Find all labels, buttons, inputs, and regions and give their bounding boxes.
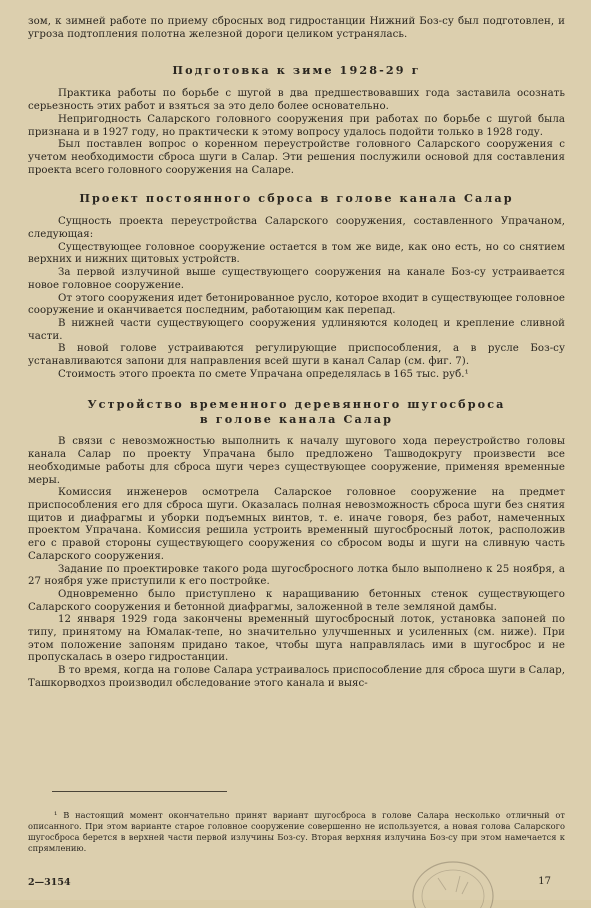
section-heading-temporary-sluice bbox=[28, 397, 565, 427]
paragraph: Комиссия инженеров осмотрела Саларское головное сооружение на предмет приспособления его для сброса шуги. Оказалась полная невозможность сброса шуги без снятия щитов и диафрагмы и уборки подъемных винтов, т. е. иначе говоря, без работ, намеченных проектом Упрачана. Комиссия решила устроить временный шугосбросный лоток, расположив его с правой стороны существующего сооружения со сбросом воды и шуги на сливную часть Саларского сооружения. bbox=[28, 487, 565, 562]
footnote-separator bbox=[52, 791, 227, 792]
section-heading-winter-prep: Подготовка к зиме 1928-29 г bbox=[172, 63, 421, 78]
heading-line-2: в голове канала Салар bbox=[199, 412, 394, 427]
paragraph: Непригодность Саларского головного сооружения при работах по борьбе с шугой была признана и в 1927 году, но практически к этому вопросу удалось подойти только в 1928 году. bbox=[28, 113, 565, 138]
library-stamp-icon bbox=[408, 848, 498, 908]
paragraph: В то время, когда на голове Салара устраивалось приспособление для сброса шуги в Салар, Ташкорводхоз производил обследование этого канала и выяс- bbox=[28, 665, 565, 689]
paragraph: Существующее головное сооружение остается в том же виде, как оно есть, но со снятием верхних и нижних щитовых устройств. bbox=[28, 241, 565, 266]
paragraph: Одновременно было приступлено к наращиванию бетонных стенок существующего Саларского сооружения и бетонной диафрагмы, заложенной в теле земляной дамбы. bbox=[28, 588, 565, 613]
printer-signature: 2—3154 bbox=[28, 877, 71, 888]
paragraph: В связи с невозможностью выполнить к началу шугового хода переустройство головы канала Салар по проекту Упрачана было предложено Ташводокругу произвести все необходимые работы для сброса шуги через существующее сооружение, применяя временные меры. bbox=[28, 436, 565, 486]
paragraph: Был поставлен вопрос о коренном переустройстве головного Саларского сооружения с учетом необходимости сброса шуги в Салар. Эти решения послужили основой для составления проекта всего головного сооружения на Саларе. bbox=[28, 139, 565, 176]
paragraph: В нижней части существующего сооружения удлиняются колодец и крепление сливной части. bbox=[28, 317, 565, 342]
top-paragraph: зом, к зимней работе по приему сбросных вод гидростанции Нижний Боз-су был подготовлен, и угроза подтопления полотна железной дороги целиком устранялась. bbox=[28, 16, 565, 40]
paragraph: В новой голове устраиваются регулирующие приспособления, а в русле Боз-су устанавливаются запони для направления всей шуги в канал Салар (см. фиг. 7). bbox=[28, 343, 565, 368]
heading-line-1: Устройство временного деревянного шугосброса bbox=[87, 397, 506, 412]
page-number: 17 bbox=[538, 876, 551, 887]
paragraph: От этого сооружения идет бетонированное русло, которое входит в существующее головное сооружение и оканчивается последним, работающим как перепад. bbox=[28, 292, 565, 317]
paragraph: За первой излучиной выше существующего сооружения на канале Боз-су устраивается новое головное сооружение. bbox=[28, 267, 565, 291]
paragraph: Сущность проекта переустройства Саларского сооружения, составленного Упрачаном, следующая: bbox=[28, 216, 565, 241]
footnote: ¹ В настоящий момент окончательно принят вариант шугосброса в голове Салара несколько отличный от описанного. При этом варианте старое головное сооружение совершенно не используется, а новая голова Саларского шугосброса берется в верхней части первой излучины Боз-су. Вторая верхняя излучина Боз-су при этом намечается к спрямлению. bbox=[28, 810, 565, 853]
section-heading-permanent-project: Проект постоянного сброса в голове канала Салар bbox=[79, 191, 514, 206]
paragraph: 12 января 1929 года закончены временный шугосбросный лоток, установка запоней по типу, принятому на Юмалак-тепе, но значительно улучшенных и усиленных (см. ниже). При этом положение запоням придано такое, чтобы шуга направлялась ими в шугосброс и не пропускалась в озеро гидростанции. bbox=[28, 614, 565, 664]
paragraph: Задание по проектировке такого рода шугосбросного лотка было выполнено к 25 ноября, а 27 ноября уже приступили к его постройке. bbox=[28, 563, 565, 588]
paragraph: Практика работы по борьбе с шугой в два предшествовавших года заставила осознать серьезность этих работ и взяться за это дело более основательно. bbox=[28, 88, 565, 113]
paragraph: Стоимость этого проекта по смете Упрачана определялась в 165 тыс. руб.¹ bbox=[58, 368, 469, 380]
